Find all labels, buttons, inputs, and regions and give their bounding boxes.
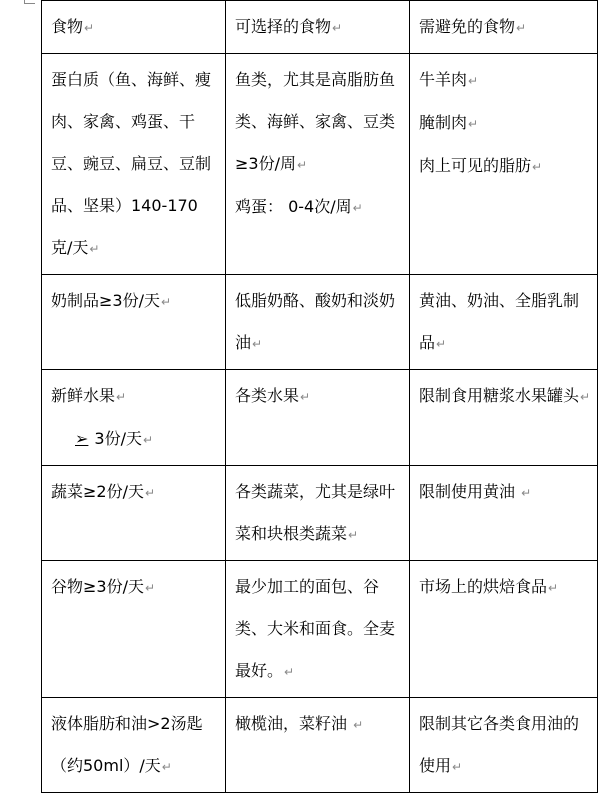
cell-line [235,703,403,746]
cell-text: 新鲜水果 [51,386,116,405]
table-row [42,54,598,275]
cell-line [51,375,219,418]
cell-text: 限制食用糖浆水果罐头 [419,386,580,405]
cell-text: 牛羊肉 [419,70,468,89]
cell-line [51,703,219,788]
arrow-bullet-icon: ➢ [75,429,89,448]
paragraph-mark-icon: ↵ [142,433,154,447]
header-avoid[interactable] [410,1,598,54]
cell-line [235,280,403,365]
paragraph-mark-icon: ↵ [348,528,359,542]
cell-text: 各类蔬菜，尤其是绿叶菜和块根类蔬菜 [235,482,396,543]
optional-cell[interactable] [226,370,410,466]
paragraph-mark-icon: ↵ [160,295,172,309]
paragraph-mark-icon: ↵ [468,74,479,88]
food-cell[interactable] [42,370,226,466]
food-cell[interactable] [42,561,226,698]
header-optional-text: 可选择的食物 [235,17,332,36]
avoid-cell[interactable] [410,275,598,370]
cell-line [419,703,591,788]
paragraph-mark-icon: ↵ [532,160,543,174]
table-move-handle[interactable] [24,0,35,4]
avoid-cell[interactable] [410,370,598,466]
cell-line [51,471,219,514]
paragraph-mark-icon: ↵ [300,390,311,404]
cell-line [419,375,591,418]
paragraph-mark-icon: ↵ [468,117,479,131]
cell-text: 限制使用黄油 [419,482,521,501]
cell-text: 黄油、奶油、全脂乳制品 [419,291,580,352]
table-row [42,275,598,370]
optional-cell[interactable] [226,561,410,698]
paragraph-mark-icon: ↵ [521,486,532,500]
cell-text: 限制其它各类食用油的使用 [419,714,580,775]
cell-line [419,566,591,609]
cell-line [419,102,591,145]
paragraph-mark-icon: ↵ [144,486,156,500]
header-avoid-text: 需避免的食物 [419,17,516,36]
cell-line [51,280,219,323]
paragraph-mark-icon: ↵ [284,665,295,679]
cell-text: 奶制品≥3份/天 [51,291,160,310]
paragraph-mark-icon: ↵ [161,760,172,774]
paragraph-mark-icon: ↵ [332,21,343,35]
cell-line [235,186,403,229]
cell-text: 各类水果 [235,386,300,405]
cell-text: 蛋白质（鱼、海鲜、瘦肉、家禽、鸡蛋、干豆、豌豆、扁豆、豆制品、坚果）140-170克/天 [51,70,212,257]
paragraph-mark-icon: ↵ [452,760,463,774]
paragraph-mark-icon: ↵ [580,390,591,404]
table-row [42,698,598,793]
header-optional[interactable] [226,1,410,54]
food-cell[interactable] [42,466,226,561]
paragraph-mark-icon: ↵ [516,21,527,35]
avoid-cell[interactable] [410,561,598,698]
cell-text: 3份/天 [94,429,142,448]
paragraph-mark-icon: ↵ [548,581,559,595]
cell-text: 鸡蛋： 0-4次/周 [235,197,352,216]
paragraph-mark-icon: ↵ [252,337,263,351]
header-food[interactable] [42,1,226,54]
paragraph-mark-icon: ↵ [84,21,95,35]
cell-text: 肉上可见的脂肪 [419,156,532,175]
cell-text: 蔬菜≥2份/天 [51,482,144,501]
cell-text: 市场上的烘焙食品 [419,577,548,596]
cell-line [235,566,403,693]
cell-line [51,59,219,270]
cell-text: 橄榄油，菜籽油 [235,714,353,733]
table-row [42,370,598,466]
cell-text: 液体脂肪和油>2汤匙（约50ml）/天 [51,714,203,775]
paragraph-mark-icon: ↵ [353,718,364,732]
table-header-row [42,1,598,54]
paragraph-mark-icon: ↵ [352,201,363,215]
cell-line [235,471,403,556]
food-cell[interactable] [42,275,226,370]
cell-line [51,566,219,609]
table-row [42,561,598,698]
food-cell[interactable] [42,698,226,793]
paragraph-mark-icon: ↵ [89,242,100,256]
table-row [42,466,598,561]
paragraph-mark-icon: ↵ [296,158,308,172]
cell-line [419,59,591,102]
cell-line [235,59,403,186]
avoid-cell[interactable] [410,54,598,275]
header-food-text: 食物 [51,17,84,36]
optional-cell[interactable] [226,275,410,370]
cell-text: 腌制肉 [419,113,468,132]
bullet-line [51,418,219,461]
paragraph-mark-icon: ↵ [144,581,156,595]
cell-text: 低脂奶酪、酸奶和淡奶油 [235,291,396,352]
cell-text: 最少加工的面包、谷类、大米和面食。全麦最好。 [235,577,396,680]
optional-cell[interactable] [226,698,410,793]
paragraph-mark-icon: ↵ [116,390,127,404]
optional-cell[interactable] [226,466,410,561]
paragraph-mark-icon: ↵ [436,337,447,351]
cell-line [419,471,591,514]
cell-line [235,375,403,418]
optional-cell[interactable] [226,54,410,275]
avoid-cell[interactable] [410,466,598,561]
cell-line [419,280,591,365]
food-cell[interactable] [42,54,226,275]
diet-table [41,0,598,793]
cell-line [419,145,591,188]
avoid-cell[interactable] [410,698,598,793]
cell-text: 谷物≥3份/天 [51,577,144,596]
cell-text: 鱼类，尤其是高脂肪鱼类、海鲜、家禽、豆类≥3份/周 [235,70,396,173]
